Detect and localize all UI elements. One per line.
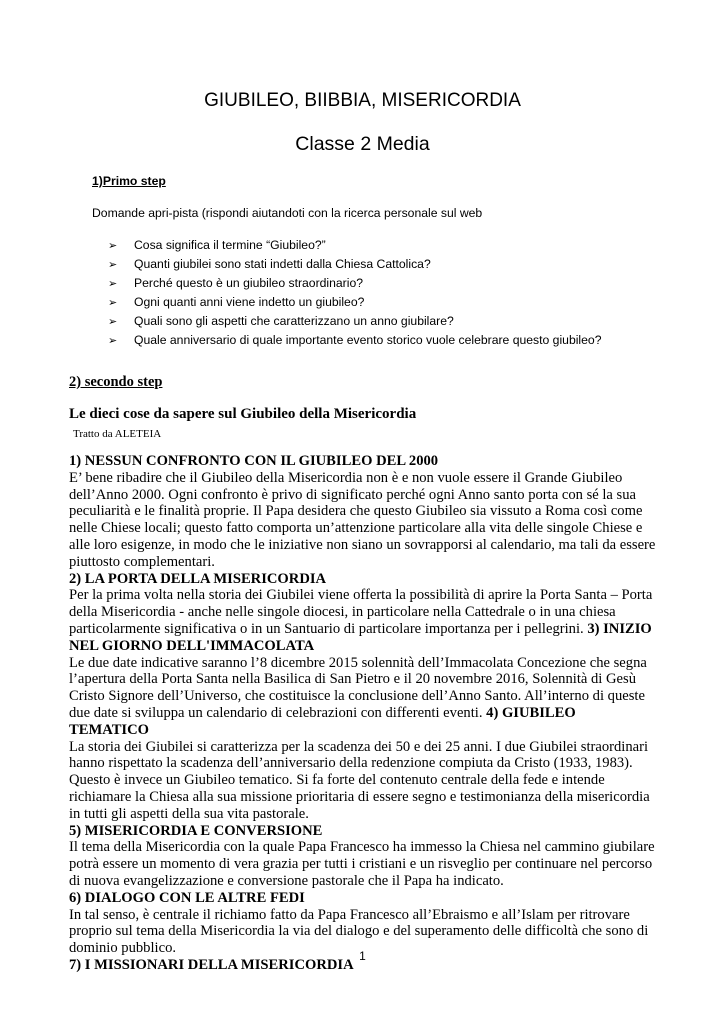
arrow-right-icon: ➢ <box>108 239 118 252</box>
article-body <box>69 453 657 974</box>
section-text: E’ bene ribadire che il Giubileo della Misericordia non è e non vuole essere il Grande Giubileo dell’Anno 2000. Ogni confronto è privo di significato perché ogni Anno santo porta con sé la sua peculiarità e le finalità proprie. Il Papa desidera che questo Giubileo sia vissuto a Roma così come nelle Chiese locali; questo fatto comporta un’attenzione particolare alla vita delle singole Chiese e alle loro esigenze, in modo che le iniziative non siano un sovrapporsi al calendario, ma tali da essere piuttosto complementari. <box>69 469 656 570</box>
question-text: Ogni quanti anni viene indetto un giubileo? <box>134 295 365 309</box>
question-text: Quali sono gli aspetti che caratterizzano un anno giubilare? <box>134 314 454 328</box>
step2-heading: 2) secondo step <box>69 374 163 390</box>
arrow-right-icon: ➢ <box>108 315 118 328</box>
document-subtitle: Classe 2 Media <box>295 133 430 155</box>
list-item <box>108 255 601 274</box>
section-heading: 7) I MISSIONARI DELLA MISERICORDIA <box>69 956 354 973</box>
section-text: Per la prima volta nella storia dei Giubilei viene offerta la possibilità di aprire la Porta Santa – Porta della Misericordia - anche nelle singole diocesi, in particolare nella Cattedrale o in una chiesa particolarmente significativa o in un Santuario di particolare importanza per i pellegrini. 3) INIZIO NEL GIORNO DELL'IMMACOLATA <box>69 587 653 654</box>
article-heading: Le dieci cose da sapere sul Giubileo della Misericordia <box>69 406 417 422</box>
arrow-right-icon: ➢ <box>108 258 118 271</box>
section-text: Il tema della Misericordia con la quale Papa Francesco ha immesso la Chiesa nel cammino giubilare potrà essere un momento di vera grazia per tutti i cristiani e un risveglio per continuare nel percorso di nuova evangelizzazione e conversione pastorale che il Papa ha indicato. <box>69 839 655 889</box>
section-heading: 2) LA PORTA DELLA MISERICORDIA <box>69 570 327 587</box>
section-heading: 1) NESSUN CONFRONTO CON IL GIUBILEO DEL 2000 <box>69 453 439 469</box>
section-text: In tal senso, è centrale il richiamo fatto da Papa Francesco all’Ebraismo e all’Islam per ritrovare proprio sul tema della Misericordia la via del dialogo e del superamento delle difficoltà che sono di dominio pubblico. <box>69 906 649 957</box>
question-text: Quale anniversario di quale importante evento storico vuole celebrare questo giubileo? <box>134 333 602 347</box>
question-list <box>108 236 601 350</box>
step1-heading: 1)Primo step <box>92 174 166 188</box>
section-heading-inline: 3) INIZIO NEL GIORNO DELL'IMMACOLATA <box>69 620 652 654</box>
arrow-right-icon: ➢ <box>108 277 118 290</box>
list-item <box>108 331 601 350</box>
list-item <box>108 236 601 255</box>
section-heading: 6) DIALOGO CON LE ALTRE FEDI <box>69 889 305 906</box>
question-text: Quanti giubilei sono stati indetti dalla Chiesa Cattolica? <box>134 257 431 271</box>
page-number: 1 <box>359 949 366 963</box>
document-title: GIUBILEO, BIIBBIA, MISERICORDIA <box>204 90 521 111</box>
question-text: Cosa significa il termine “Giubileo?” <box>134 238 326 252</box>
section-heading-inline: 4) GIUBILEO TEMATICO <box>69 704 576 738</box>
arrow-right-icon: ➢ <box>108 334 118 347</box>
section-heading: 5) MISERICORDIA E CONVERSIONE <box>69 822 323 839</box>
arrow-right-icon: ➢ <box>108 296 118 309</box>
step1-intro: Domande apri-pista (rispondi aiutandoti con la ricerca personale sul web <box>92 206 483 220</box>
section-text: La storia dei Giubilei si caratterizza per la scadenza dei 50 e dei 25 anni. I due Giubilei straordinari hanno rispettato la scadenza dell’anniversario della redenzione compiuta da Cristo (1933, 1983). Questo è invece un Giubileo tematico. Si fa forte del contenuto centrale della fede e intende richiamare la Chiesa alla sua missione prioritaria di essere segno e testimonianza della misericordia in tutti gli aspetti della sua vita pastorale. <box>69 738 650 822</box>
list-item <box>108 274 601 293</box>
article-source: Tratto da ALETEIA <box>73 428 162 440</box>
question-text: Perché questo è un giubileo straordinario? <box>134 276 364 290</box>
section-text: Le due date indicative saranno l’8 dicembre 2015 solennità dell’Immacolata Concezione che segna l’apertura della Porta Santa nella Basilica di San Pietro e il 20 novembre 2016, Solennità di Gesù Cristo Signore dell’Universo, che costituisce la conclusione dell’Anno Santo. All’interno di queste due date si sviluppa un calendario di celebrazioni con differenti eventi. 4) GIUBILEO TEMATICO <box>69 654 647 738</box>
list-item <box>108 312 601 331</box>
list-item <box>108 293 601 312</box>
